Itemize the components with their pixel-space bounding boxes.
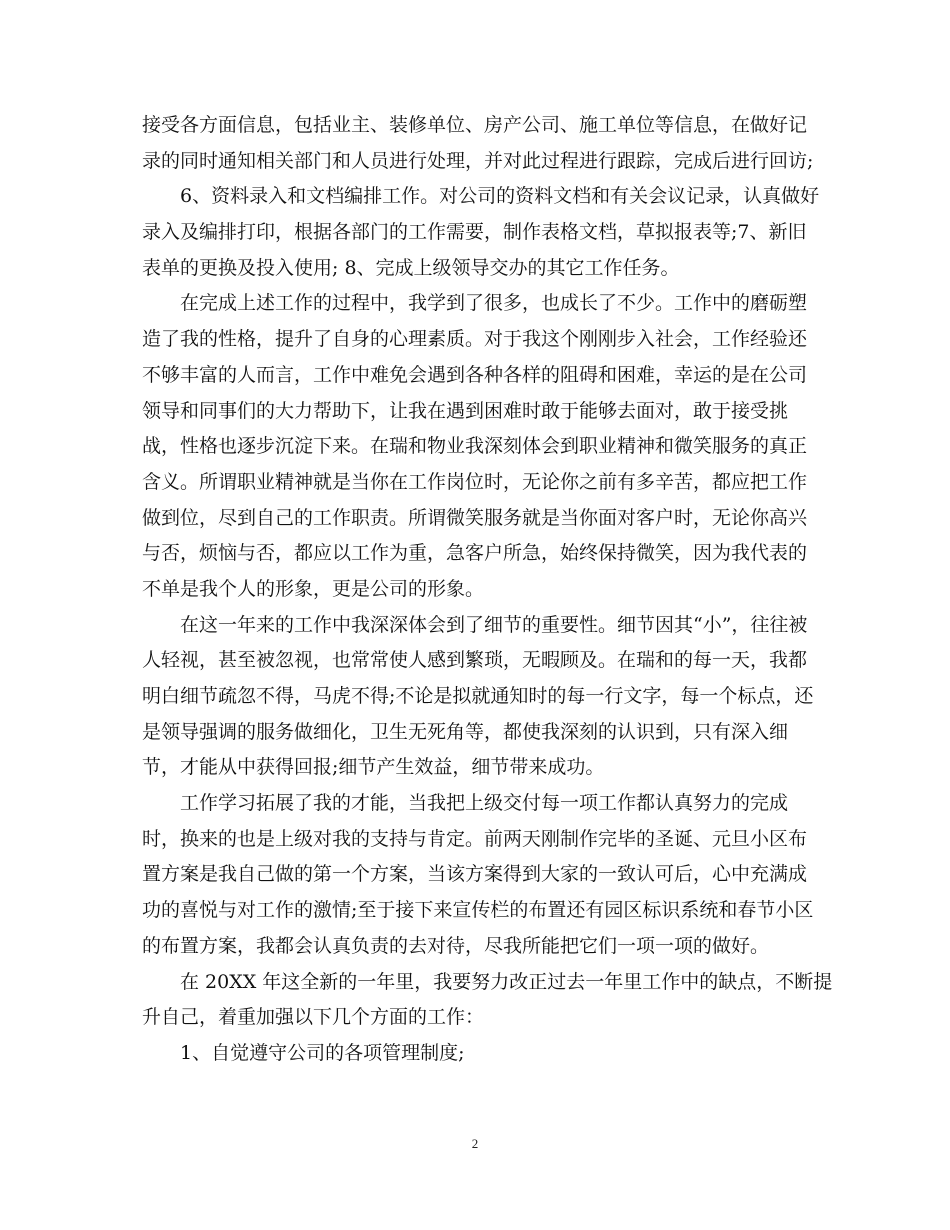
text-line: 升自己，着重加强以下几个方面的工作： — [142, 1006, 485, 1029]
text-line: 做到位，尽到自己的工作职责。所谓微笑服务就是当你面对客户时，无论你高兴 — [142, 506, 808, 529]
text-line: 的布置方案，我都会认真负责的去对待，尽我所能把它们一项一项的做好。 — [142, 934, 770, 957]
text-line: 是领导强调的服务做细化，卫生无死角等，都使我深刻的认识到，只有深入细 — [142, 720, 789, 743]
text-line: 节，才能从中获得回报;细节产生效益，细节带来成功。 — [142, 756, 605, 779]
text-line: 不够丰富的人而言，工作中难免会遇到各种各样的阻碍和困难，幸运的是在公司 — [142, 363, 808, 386]
text-line: 领导和同事们的大力帮助下，让我在遇到困难时敢于能够去面对，敢于接受挑 — [142, 399, 789, 422]
text-line: 6、资料录入和文档编排工作。对公司的资料文档和有关会议记录，认真做好 — [142, 185, 820, 208]
text-line: 录的同时通知相关部门和人员进行处理，并对此过程进行跟踪，完成后进行回访; — [142, 149, 814, 172]
text-line: 人轻视，甚至被忽视，也常常使人感到繁琐，无暇顾及。在瑞和的每一天，我都 — [142, 649, 808, 672]
text-line: 接受各方面信息，包括业主、装修单位、房产公司、施工单位等信息，在做好记 — [142, 114, 808, 136]
body-text — [142, 108, 833, 1072]
text-line: 录入及编排打印，根据各部门的工作需要，制作表格文档，草拟报表等;7、新旧 — [142, 221, 807, 244]
text-line: 在这一年来的工作中我深深体会到了细节的重要性。细节因其“小”，往往被 — [142, 613, 808, 636]
page-number: 2 — [471, 1136, 479, 1151]
text-line: 明白细节疏忽不得，马虎不得;不论是拟就通知时的每一行文字，每一个标点，还 — [142, 685, 814, 707]
text-line: 与否，烦恼与否，都应以工作为重，急客户所急，始终保持微笑，因为我代表的 — [142, 542, 808, 565]
text-line: 表单的更换及投入使用; 8、完成上级领导交办的其它工作任务。 — [142, 256, 680, 279]
text-line: 时，换来的也是上级对我的支持与肯定。前两天刚制作完毕的圣诞、元旦小区布 — [142, 827, 808, 850]
text-line: 战，性格也逐步沉淀下来。在瑞和物业我深刻体会到职业精神和微笑服务的真正 — [142, 435, 808, 458]
text-line: 不单是我个人的形象，更是公司的形象。 — [142, 577, 485, 600]
text-line: 在完成上述工作的过程中，我学到了很多，也成长了不少。工作中的磨砺塑 — [142, 292, 808, 315]
text-line: 置方案是我自己做的第一个方案，当该方案得到大家的一致认可后，心中充满成 — [142, 863, 808, 886]
text-line: 功的喜悦与对工作的激情;至于接下来宣传栏的布置还有园区标识系统和春节小区 — [142, 899, 814, 922]
text-line: 1、自觉遵守公司的各项管理制度; — [142, 1041, 465, 1064]
text-line: 造了我的性格，提升了自身的心理素质。对于我这个刚刚步入社会，工作经验还 — [142, 328, 808, 351]
text-line: 在 20XX 年这全新的一年里，我要努力改正过去一年里工作中的缺点，不断提 — [142, 970, 833, 993]
text-line: 含义。所谓职业精神就是当你在工作岗位时，无论你之前有多辛苦，都应把工作 — [142, 470, 808, 493]
text-line: 工作学习拓展了我的才能，当我把上级交付每一项工作都认真努力的完成 — [142, 792, 789, 815]
